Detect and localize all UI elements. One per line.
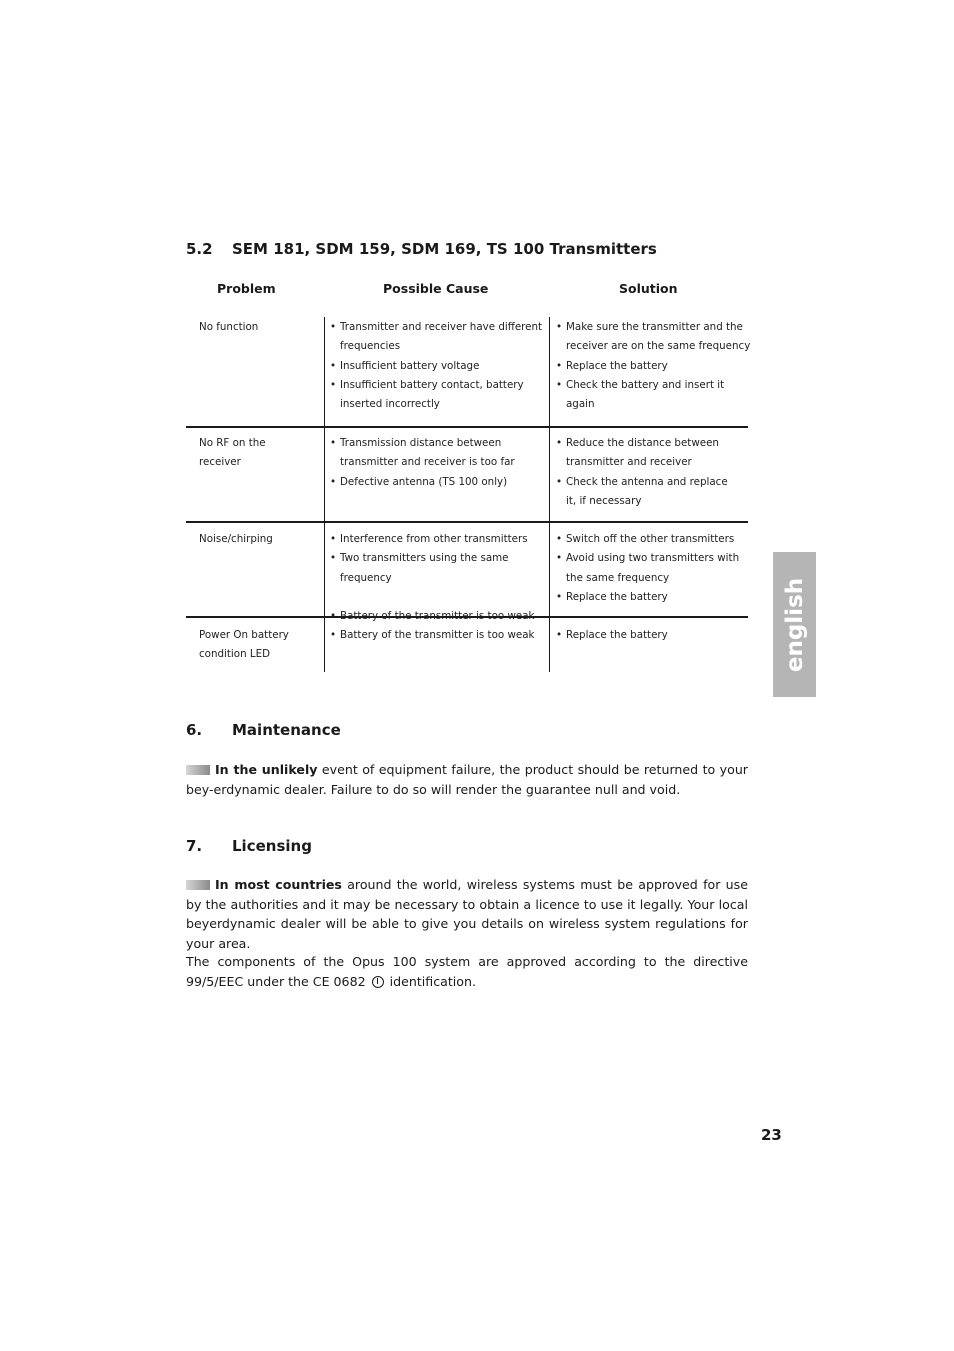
- section-title: Maintenance: [232, 721, 341, 739]
- table-row-2-problem: No RF on the receiver: [199, 437, 266, 469]
- solution-item: • Replace the battery: [556, 357, 751, 376]
- paragraph-marker-bar: [186, 880, 210, 890]
- row-separator: [186, 521, 748, 523]
- cause-item: • Battery of the transmitter is too weak: [330, 607, 545, 626]
- table-row-3-causes: [330, 530, 545, 626]
- section-title: SEM 181, SDM 159, SDM 169, TS 100 Transmitters: [232, 240, 657, 258]
- cause-item: • Interference from other transmitters: [330, 530, 545, 549]
- table-row-2-causes: [330, 434, 545, 492]
- cause-item: • Insufficient battery contact, battery inserted incorrectly: [330, 376, 545, 415]
- approval-text: The components of the Opus 100 system are approved according to the directive 99/5/EEC under the CE 0682: [186, 954, 748, 989]
- solution-item: • Replace the battery: [556, 588, 751, 607]
- paragraph-marker-bar: [186, 765, 210, 775]
- section-7-heading: [186, 837, 748, 857]
- solution-item: • Avoid using two transmitters with the same frequency: [556, 549, 751, 588]
- section-number: 6.: [186, 721, 203, 739]
- solution-item: • Reduce the distance between transmitter and receiver: [556, 434, 731, 473]
- cause-item: • Transmitter and receiver have different frequencies: [330, 318, 545, 357]
- row-separator: [186, 426, 748, 428]
- section-6-heading: [186, 721, 748, 741]
- solution-item: • Check the antenna and replace it, if necessary: [556, 473, 731, 512]
- section-title: Licensing: [232, 837, 312, 855]
- ce-alert-icon: [372, 976, 384, 988]
- table-row-1-causes: [330, 318, 545, 414]
- header-possible-cause: Possible Cause: [383, 281, 489, 296]
- table-row-4-causes: [330, 626, 545, 645]
- table-row-3-problem: Noise/chirping: [199, 533, 273, 545]
- section-number: 7.: [186, 837, 203, 855]
- table-row-4-solutions: [556, 626, 751, 645]
- lead-in: In most countries: [215, 877, 342, 892]
- solution-item: • Switch off the other transmitters: [556, 530, 751, 549]
- solution-item: • Make sure the transmitter and the receiver are on the same frequency: [556, 318, 751, 357]
- approval-paragraph: [186, 952, 748, 991]
- approval-text-end: identification.: [389, 973, 477, 989]
- maintenance-paragraph: [186, 760, 748, 799]
- language-tab: [773, 552, 816, 697]
- cause-item: • Two transmitters using the same frequency: [330, 549, 545, 588]
- table-divider-2: [549, 317, 550, 672]
- table-row-2-solutions: [556, 434, 731, 511]
- solution-item: • Check the battery and insert it again: [556, 376, 751, 415]
- table-row-4-problem: Power On battery condition LED: [199, 629, 289, 661]
- table-row-1-solutions: [556, 318, 751, 414]
- language-tab-label: english: [781, 577, 808, 672]
- header-problem: Problem: [217, 281, 276, 296]
- header-solution: Solution: [619, 281, 678, 296]
- page-number: 23: [761, 1126, 782, 1144]
- lead-in: In the unlikely: [215, 762, 318, 777]
- cause-item: • Defective antenna (TS 100 only): [330, 473, 545, 492]
- paragraph-text: around the world, wireless systems must be approved for use by the authorities and it may be necessary to obtain a licence to use it legally. Your local beyerdynamic dealer will be able to give you details on wireless system regulations for your area.: [186, 877, 748, 951]
- table-row-1-problem: No function: [199, 321, 259, 333]
- section-5-2-heading: [186, 240, 748, 260]
- solution-item: • Replace the battery: [556, 626, 751, 645]
- table-row-3-solutions: [556, 530, 751, 607]
- paragraph-text: event of equipment failure, the product should be returned to your bey-erdynamic dealer. Failure to do so will render the guarantee null and void.: [186, 762, 748, 797]
- table-divider-1: [324, 317, 325, 672]
- section-number: 5.2: [186, 240, 213, 258]
- cause-item: • Battery of the transmitter is too weak: [330, 626, 545, 645]
- cause-item: • Insufficient battery voltage: [330, 357, 545, 376]
- cause-item: • Transmission distance between transmitter and receiver is too far: [330, 434, 545, 473]
- licensing-paragraph: [186, 875, 748, 953]
